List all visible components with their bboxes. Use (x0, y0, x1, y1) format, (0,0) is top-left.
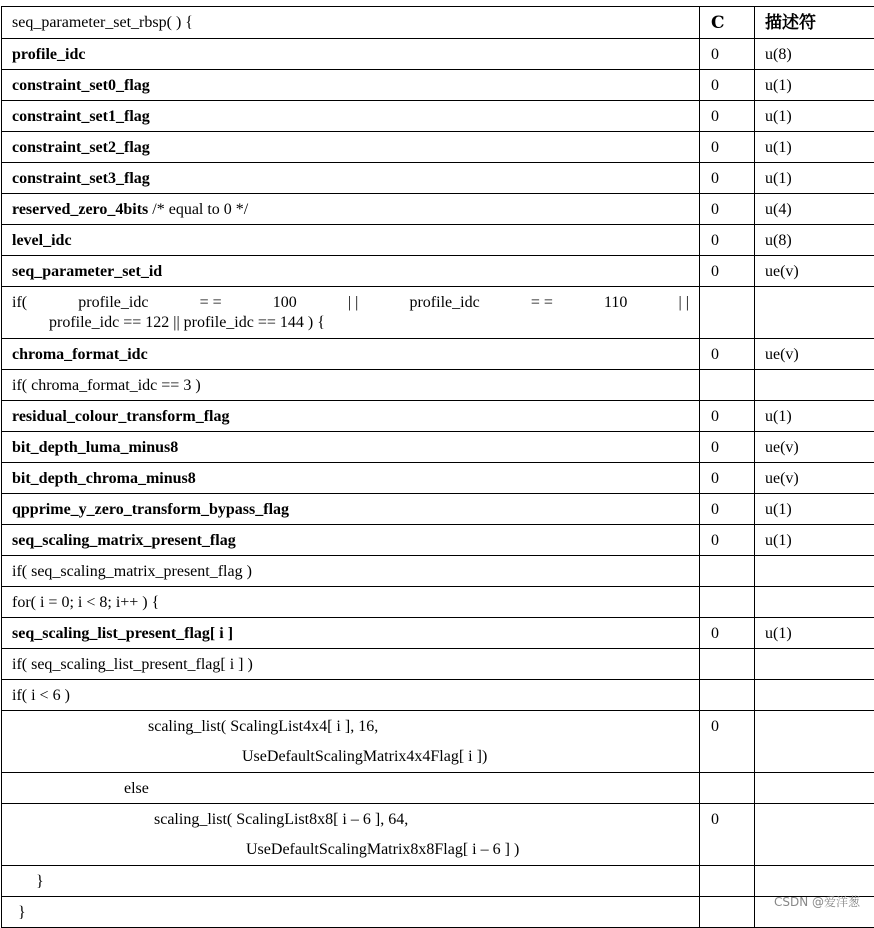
token: = = (200, 293, 222, 313)
token: | | (679, 293, 689, 313)
descriptor-value (755, 649, 874, 655)
token: 100 (273, 293, 297, 313)
table-row (2, 494, 874, 525)
syntax-loop: for( i = 0; i < 8; i++ ) { (2, 587, 699, 613)
category-value (700, 680, 754, 686)
descriptor-value: ue(v) (755, 256, 874, 282)
syntax-element: level_idc (2, 225, 699, 251)
call-line-2: UseDefaultScalingMatrix8x8Flag[ i – 6 ] ) (12, 835, 699, 865)
call-line-1: scaling_list( ScalingList8x8[ i – 6 ], 64, (12, 805, 699, 835)
category-value (700, 587, 754, 593)
descriptor-value: ue(v) (755, 339, 874, 365)
category-value (700, 897, 754, 903)
table-row (2, 163, 874, 194)
syntax-element: constraint_set0_flag (2, 70, 699, 96)
table-row (2, 225, 874, 256)
category-value (700, 649, 754, 655)
table-row (2, 587, 874, 618)
table-row (2, 401, 874, 432)
descriptor-value: u(1) (755, 525, 874, 551)
category-value: 0 (700, 132, 754, 158)
descriptor-value (755, 587, 874, 593)
token: profile_idc (409, 293, 479, 313)
category-value: 0 (700, 432, 754, 458)
category-value (700, 370, 754, 376)
syntax-element: bit_depth_chroma_minus8 (2, 463, 699, 489)
descriptor-value: u(1) (755, 494, 874, 520)
table-row (2, 39, 874, 70)
category-value: 0 (700, 256, 754, 282)
table-row (2, 70, 874, 101)
category-value: 0 (700, 618, 754, 644)
category-value (700, 773, 754, 779)
syntax-element: seq_scaling_matrix_present_flag (2, 525, 699, 551)
syntax-element (2, 194, 699, 220)
table-row (2, 370, 874, 401)
closing-brace: } (2, 897, 699, 923)
descriptor-value: ue(v) (755, 463, 874, 489)
token: = = (531, 293, 553, 313)
token: if( (12, 293, 27, 313)
syntax-element: profile_idc (2, 39, 699, 65)
table-row (2, 339, 874, 370)
category-value (700, 556, 754, 562)
table-row (2, 897, 874, 928)
syntax-call (2, 711, 699, 772)
descriptor-value: u(1) (755, 401, 874, 427)
syntax-else: else (2, 773, 699, 799)
table-row (2, 463, 874, 494)
descriptor-value (755, 287, 874, 293)
table-row (2, 194, 874, 225)
syntax-element: residual_colour_transform_flag (2, 401, 699, 427)
syntax-condition: if( i < 6 ) (2, 680, 699, 706)
table-row (2, 101, 874, 132)
condition-line-2: profile_idc == 122 || profile_idc == 144 ) { (12, 313, 699, 333)
descriptor-value: u(1) (755, 101, 874, 127)
category-value: 0 (700, 163, 754, 189)
syntax-element: bit_depth_luma_minus8 (2, 432, 699, 458)
descriptor-value: u(8) (755, 39, 874, 65)
syntax-condition: if( chroma_format_idc == 3 ) (2, 370, 699, 396)
category-value: 0 (700, 711, 754, 737)
descriptor-value (755, 711, 874, 717)
category-value: 0 (700, 463, 754, 489)
descriptor-value (755, 773, 874, 779)
descriptor-value: u(8) (755, 225, 874, 251)
category-value (700, 866, 754, 872)
descriptor-value: u(1) (755, 132, 874, 158)
syntax-condition: if( seq_scaling_matrix_present_flag ) (2, 556, 699, 582)
syntax-element: constraint_set2_flag (2, 132, 699, 158)
call-line-1: scaling_list( ScalingList4x4[ i ], 16, (12, 712, 699, 742)
table-row (2, 132, 874, 163)
call-line-2: UseDefaultScalingMatrix4x4Flag[ i ]) (12, 742, 699, 772)
category-value: 0 (700, 525, 754, 551)
header-syntax: seq_parameter_set_rbsp( ) { (2, 7, 699, 33)
syntax-call (2, 804, 699, 865)
condition-line-1 (12, 293, 699, 313)
token: | | (348, 293, 358, 313)
descriptor-value: u(1) (755, 618, 874, 644)
table-row (2, 649, 874, 680)
watermark: CSDN @爱洋葱 (774, 893, 860, 910)
table-row (2, 618, 874, 649)
token: 110 (604, 293, 627, 313)
descriptor-value (755, 680, 874, 686)
category-value: 0 (700, 101, 754, 127)
table-row (2, 680, 874, 711)
descriptor-value (755, 804, 874, 810)
header-descriptor: 描述符 (755, 7, 874, 33)
descriptor-value: u(4) (755, 194, 874, 220)
descriptor-value: ue(v) (755, 432, 874, 458)
syntax-element: qpprime_y_zero_transform_bypass_flag (2, 494, 699, 520)
category-value (700, 287, 754, 293)
syntax-element: seq_parameter_set_id (2, 256, 699, 282)
table-row (2, 525, 874, 556)
syntax-table (1, 6, 874, 928)
category-value: 0 (700, 194, 754, 220)
table-row (2, 432, 874, 463)
syntax-element: constraint_set3_flag (2, 163, 699, 189)
header-row (2, 7, 874, 39)
table-row (2, 804, 874, 866)
syntax-element-name: reserved_zero_4bits (12, 201, 148, 218)
closing-brace: } (2, 866, 699, 892)
table-row (2, 711, 874, 773)
syntax-element: constraint_set1_flag (2, 101, 699, 127)
descriptor-value: u(1) (755, 70, 874, 96)
syntax-condition (2, 287, 699, 333)
category-value: 0 (700, 494, 754, 520)
table-row (2, 556, 874, 587)
token: profile_idc (78, 293, 148, 313)
category-value: 0 (700, 70, 754, 96)
category-value: 0 (700, 39, 754, 65)
category-value: 0 (700, 339, 754, 365)
category-value: 0 (700, 225, 754, 251)
syntax-condition: if( seq_scaling_list_present_flag[ i ] ) (2, 649, 699, 675)
table-row (2, 287, 874, 339)
descriptor-value (755, 556, 874, 562)
descriptor-value (755, 370, 874, 376)
table-row (2, 866, 874, 897)
category-value: 0 (700, 401, 754, 427)
category-value: 0 (700, 804, 754, 830)
syntax-element: chroma_format_idc (2, 339, 699, 365)
header-c: C (700, 7, 754, 33)
descriptor-value: u(1) (755, 163, 874, 189)
table-row (2, 256, 874, 287)
table-row (2, 773, 874, 804)
descriptor-value (755, 866, 874, 872)
syntax-element: seq_scaling_list_present_flag[ i ] (2, 618, 699, 644)
syntax-comment: /* equal to 0 */ (148, 201, 248, 218)
